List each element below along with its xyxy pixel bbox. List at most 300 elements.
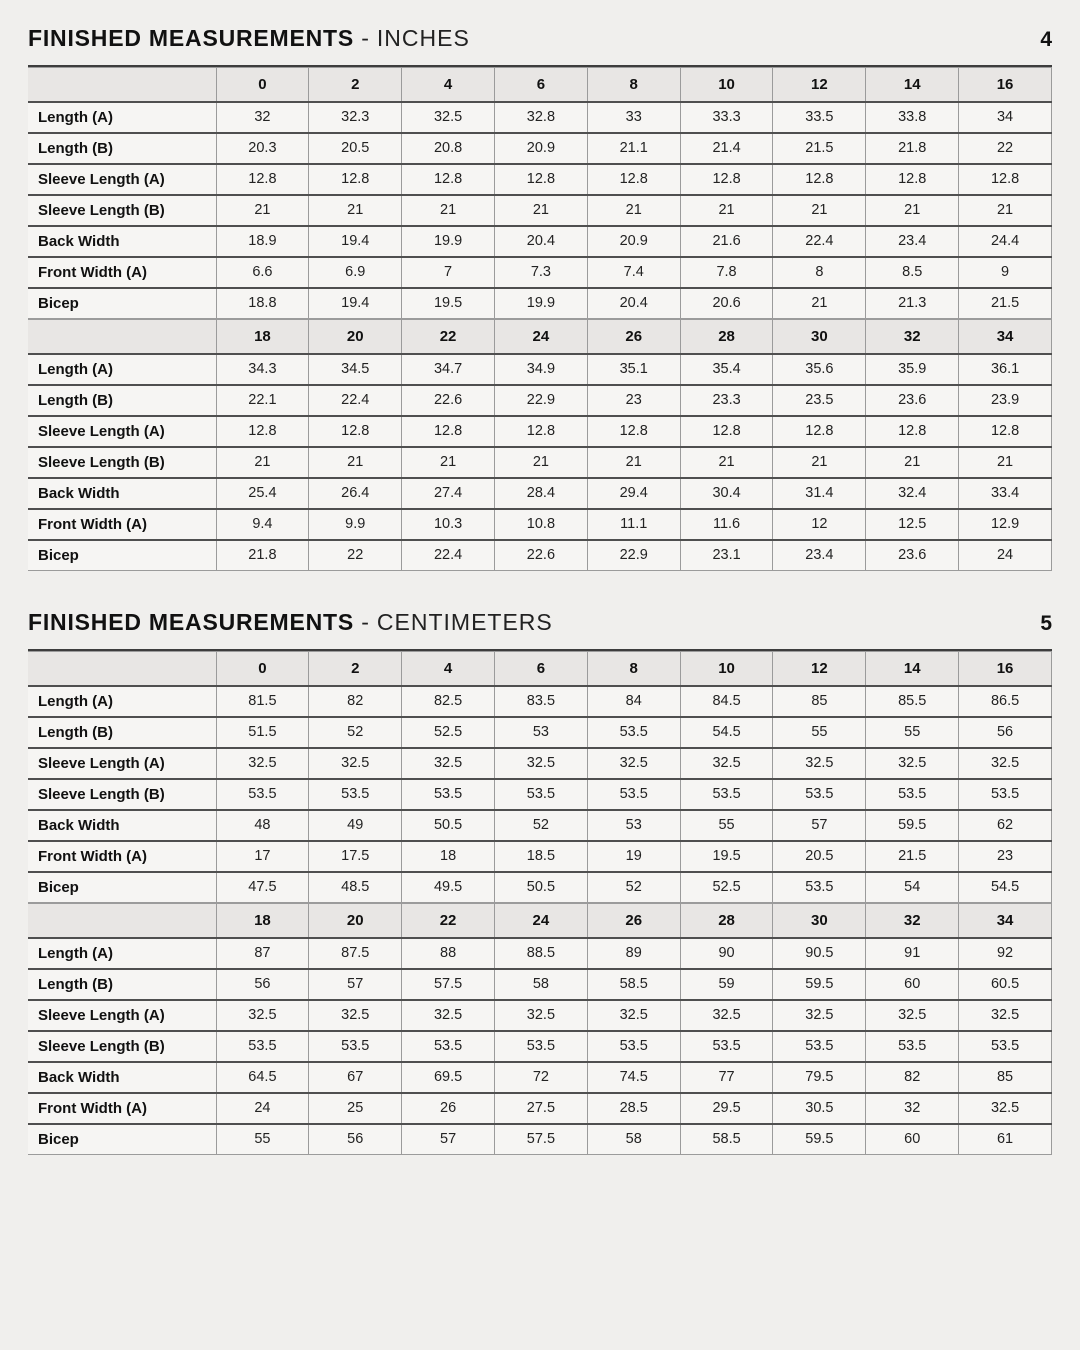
row-label: Bicep [38, 878, 79, 896]
value-cell: 32.5 [680, 748, 773, 779]
value-cell: 22 [309, 540, 402, 571]
value-cell: 87 [216, 938, 309, 969]
value-cell: 12.8 [309, 416, 402, 447]
row-label: Back Width [38, 816, 120, 834]
value-cell: 32.8 [494, 102, 587, 133]
value-cell: 57 [309, 969, 402, 1000]
table-row [28, 779, 1052, 810]
value-cell: 34.3 [216, 354, 309, 385]
value-cell: 22.9 [587, 540, 680, 571]
value-cell: 19.4 [309, 226, 402, 257]
value-cell: 26 [402, 1093, 495, 1124]
value-cell: 54.5 [680, 717, 773, 748]
row-label: Front Width (A) [38, 1099, 147, 1117]
value-cell: 53.5 [959, 779, 1052, 810]
value-cell: 89 [587, 938, 680, 969]
value-cell: 12.8 [402, 416, 495, 447]
table-slot-inches-18-34 [28, 319, 1052, 571]
row-label: Sleeve Length (B) [38, 785, 165, 803]
value-cell: 20.9 [494, 133, 587, 164]
value-cell: 17 [216, 841, 309, 872]
value-cell: 19.9 [402, 226, 495, 257]
size-header-cell: 26 [587, 904, 680, 938]
value-cell: 23.9 [959, 385, 1052, 416]
size-header-cell: 32 [866, 320, 959, 354]
value-cell: 79.5 [773, 1062, 866, 1093]
value-cell: 12.8 [680, 416, 773, 447]
value-cell: 12.8 [680, 164, 773, 195]
size-header-cell: 34 [959, 904, 1052, 938]
value-cell: 30.4 [680, 478, 773, 509]
value-cell: 53.5 [680, 779, 773, 810]
table-row [28, 164, 1052, 195]
value-cell: 32.5 [959, 748, 1052, 779]
value-cell: 32.5 [773, 1000, 866, 1031]
value-cell: 54 [866, 872, 959, 903]
value-cell: 53.5 [309, 1031, 402, 1062]
size-header-cell: 2 [309, 652, 402, 686]
corner-cell [28, 904, 216, 938]
section-inches [28, 25, 1052, 571]
value-cell: 6.9 [309, 257, 402, 288]
value-cell: 12.9 [959, 509, 1052, 540]
size-header-cell: 12 [773, 652, 866, 686]
value-cell: 56 [959, 717, 1052, 748]
value-cell: 32.3 [309, 102, 402, 133]
value-cell: 10.3 [402, 509, 495, 540]
value-cell: 60 [866, 969, 959, 1000]
value-cell: 33.5 [773, 102, 866, 133]
value-cell: 12.8 [959, 416, 1052, 447]
table-slot-inches-0-16 [28, 67, 1052, 319]
size-header-cell: 18 [216, 320, 309, 354]
value-cell: 18.8 [216, 288, 309, 319]
section-title [28, 25, 470, 52]
table-row [28, 748, 1052, 779]
size-header-cell: 4 [402, 68, 495, 102]
row-label: Sleeve Length (B) [38, 1037, 165, 1055]
value-cell: 34.5 [309, 354, 402, 385]
value-cell: 21.5 [773, 133, 866, 164]
table-row [28, 478, 1052, 509]
value-cell: 21.1 [587, 133, 680, 164]
row-label: Back Width [38, 484, 120, 502]
value-cell: 12.8 [773, 164, 866, 195]
value-cell: 21.6 [680, 226, 773, 257]
value-cell: 52.5 [402, 717, 495, 748]
value-cell: 21.8 [866, 133, 959, 164]
value-cell: 53.5 [402, 1031, 495, 1062]
size-header-cell: 18 [216, 904, 309, 938]
value-cell: 19.4 [309, 288, 402, 319]
corner-cell [28, 652, 216, 686]
table-row [28, 686, 1052, 717]
value-cell: 53.5 [773, 872, 866, 903]
size-header-row [28, 904, 1052, 938]
table-row [28, 1124, 1052, 1155]
value-cell: 31.4 [773, 478, 866, 509]
value-cell: 55 [866, 717, 959, 748]
value-cell: 53.5 [680, 1031, 773, 1062]
size-header-cell: 14 [866, 652, 959, 686]
size-header-cell: 2 [309, 68, 402, 102]
row-label: Front Width (A) [38, 263, 147, 281]
table-row [28, 509, 1052, 540]
row-label: Length (A) [38, 360, 113, 378]
value-cell: 52 [309, 717, 402, 748]
value-cell: 32.5 [309, 1000, 402, 1031]
table-row [28, 1000, 1052, 1031]
value-cell: 52 [587, 872, 680, 903]
value-cell: 12.8 [309, 164, 402, 195]
value-cell: 35.4 [680, 354, 773, 385]
value-cell: 69.5 [402, 1062, 495, 1093]
section-header [28, 609, 1052, 636]
value-cell: 23.3 [680, 385, 773, 416]
value-cell: 57 [402, 1124, 495, 1155]
value-cell: 21 [866, 447, 959, 478]
value-cell: 32.5 [959, 1093, 1052, 1124]
value-cell: 34.7 [402, 354, 495, 385]
size-header-cell: 16 [959, 68, 1052, 102]
value-cell: 53.5 [402, 779, 495, 810]
section-centimeters [28, 609, 1052, 1155]
table-row [28, 385, 1052, 416]
value-cell: 18 [402, 841, 495, 872]
value-cell: 8.5 [866, 257, 959, 288]
value-cell: 32.5 [216, 748, 309, 779]
size-header-cell: 6 [494, 68, 587, 102]
value-cell: 22.4 [773, 226, 866, 257]
size-header-row [28, 652, 1052, 686]
row-label: Length (A) [38, 944, 113, 962]
value-cell: 12.8 [866, 164, 959, 195]
value-cell: 23 [959, 841, 1052, 872]
value-cell: 19.5 [680, 841, 773, 872]
size-header-cell: 20 [309, 904, 402, 938]
value-cell: 27.4 [402, 478, 495, 509]
value-cell: 23 [587, 385, 680, 416]
value-cell: 24.4 [959, 226, 1052, 257]
value-cell: 8 [773, 257, 866, 288]
row-label: Length (B) [38, 723, 113, 741]
measurement-table [28, 319, 1052, 571]
value-cell: 53.5 [216, 1031, 309, 1062]
value-cell: 29.4 [587, 478, 680, 509]
section-title-separator: - [361, 25, 370, 51]
value-cell: 52.5 [680, 872, 773, 903]
value-cell: 84.5 [680, 686, 773, 717]
value-cell: 32.5 [773, 748, 866, 779]
value-cell: 22.1 [216, 385, 309, 416]
value-cell: 53.5 [866, 779, 959, 810]
value-cell: 74.5 [587, 1062, 680, 1093]
value-cell: 21 [959, 447, 1052, 478]
section-title-main: FINISHED MEASUREMENTS [28, 609, 355, 635]
value-cell: 60 [866, 1124, 959, 1155]
table-row [28, 354, 1052, 385]
table-slot-cm-18-34 [28, 903, 1052, 1155]
value-cell: 88 [402, 938, 495, 969]
value-cell: 32.5 [866, 748, 959, 779]
centimeters-tables [28, 651, 1052, 1155]
value-cell: 11.6 [680, 509, 773, 540]
value-cell: 21 [680, 195, 773, 226]
value-cell: 86.5 [959, 686, 1052, 717]
value-cell: 20.9 [587, 226, 680, 257]
table-row [28, 226, 1052, 257]
value-cell: 21 [959, 195, 1052, 226]
value-cell: 53.5 [587, 1031, 680, 1062]
table-row [28, 540, 1052, 571]
measurement-table [28, 67, 1052, 319]
value-cell: 58 [587, 1124, 680, 1155]
table-row [28, 133, 1052, 164]
value-cell: 21 [402, 447, 495, 478]
value-cell: 23.1 [680, 540, 773, 571]
measurement-table [28, 903, 1052, 1155]
corner-cell [28, 320, 216, 354]
value-cell: 59.5 [773, 969, 866, 1000]
table-slot-cm-0-16 [28, 651, 1052, 903]
row-label: Length (B) [38, 391, 113, 409]
table-row [28, 810, 1052, 841]
value-cell: 57.5 [402, 969, 495, 1000]
value-cell: 53.5 [587, 779, 680, 810]
value-cell: 12.8 [216, 164, 309, 195]
page-number: 5 [1040, 612, 1052, 635]
row-label: Sleeve Length (A) [38, 1006, 165, 1024]
value-cell: 32.5 [216, 1000, 309, 1031]
value-cell: 21.4 [680, 133, 773, 164]
value-cell: 35.6 [773, 354, 866, 385]
table-row [28, 938, 1052, 969]
size-header-cell: 34 [959, 320, 1052, 354]
value-cell: 53.5 [494, 779, 587, 810]
size-header-cell: 30 [773, 904, 866, 938]
value-cell: 27.5 [494, 1093, 587, 1124]
table-row [28, 257, 1052, 288]
value-cell: 22.4 [402, 540, 495, 571]
value-cell: 82 [866, 1062, 959, 1093]
size-header-cell: 22 [402, 904, 495, 938]
value-cell: 25.4 [216, 478, 309, 509]
value-cell: 85 [959, 1062, 1052, 1093]
value-cell: 23.5 [773, 385, 866, 416]
size-header-cell: 28 [680, 904, 773, 938]
value-cell: 90 [680, 938, 773, 969]
value-cell: 18.5 [494, 841, 587, 872]
row-label: Back Width [38, 1068, 120, 1086]
value-cell: 12.8 [587, 164, 680, 195]
size-header-row [28, 68, 1052, 102]
section-header [28, 25, 1052, 52]
value-cell: 7.8 [680, 257, 773, 288]
value-cell: 30.5 [773, 1093, 866, 1124]
value-cell: 9.4 [216, 509, 309, 540]
value-cell: 53.5 [866, 1031, 959, 1062]
table-row [28, 195, 1052, 226]
value-cell: 17.5 [309, 841, 402, 872]
value-cell: 35.1 [587, 354, 680, 385]
size-header-row [28, 320, 1052, 354]
size-header-cell: 10 [680, 652, 773, 686]
value-cell: 62 [959, 810, 1052, 841]
value-cell: 19.5 [402, 288, 495, 319]
value-cell: 81.5 [216, 686, 309, 717]
size-header-cell: 4 [402, 652, 495, 686]
size-header-cell: 10 [680, 68, 773, 102]
value-cell: 21 [680, 447, 773, 478]
section-title-main: FINISHED MEASUREMENTS [28, 25, 355, 51]
value-cell: 48.5 [309, 872, 402, 903]
value-cell: 88.5 [494, 938, 587, 969]
value-cell: 49.5 [402, 872, 495, 903]
value-cell: 47.5 [216, 872, 309, 903]
value-cell: 58 [494, 969, 587, 1000]
table-row [28, 102, 1052, 133]
value-cell: 20.4 [494, 226, 587, 257]
value-cell: 32.5 [494, 1000, 587, 1031]
value-cell: 21 [866, 195, 959, 226]
value-cell: 55 [773, 717, 866, 748]
value-cell: 32.5 [494, 748, 587, 779]
value-cell: 55 [680, 810, 773, 841]
value-cell: 92 [959, 938, 1052, 969]
size-header-cell: 16 [959, 652, 1052, 686]
value-cell: 21 [494, 447, 587, 478]
value-cell: 10.8 [494, 509, 587, 540]
value-cell: 32.5 [587, 748, 680, 779]
value-cell: 12.8 [494, 164, 587, 195]
row-label: Sleeve Length (A) [38, 170, 165, 188]
value-cell: 53 [494, 717, 587, 748]
value-cell: 82 [309, 686, 402, 717]
row-label: Length (B) [38, 139, 113, 157]
value-cell: 7.3 [494, 257, 587, 288]
value-cell: 12.8 [959, 164, 1052, 195]
value-cell: 20.4 [587, 288, 680, 319]
value-cell: 21.5 [959, 288, 1052, 319]
value-cell: 34.9 [494, 354, 587, 385]
value-cell: 12.8 [587, 416, 680, 447]
value-cell: 53.5 [587, 717, 680, 748]
value-cell: 53.5 [494, 1031, 587, 1062]
value-cell: 53 [587, 810, 680, 841]
value-cell: 50.5 [494, 872, 587, 903]
size-header-cell: 22 [402, 320, 495, 354]
value-cell: 28.5 [587, 1093, 680, 1124]
inches-tables [28, 67, 1052, 571]
value-cell: 23.4 [773, 540, 866, 571]
table-row [28, 841, 1052, 872]
value-cell: 21 [773, 288, 866, 319]
section-title-unit: CENTIMETERS [376, 609, 553, 635]
value-cell: 23.6 [866, 385, 959, 416]
value-cell: 21 [216, 195, 309, 226]
row-label: Sleeve Length (B) [38, 201, 165, 219]
value-cell: 21 [494, 195, 587, 226]
corner-cell [28, 68, 216, 102]
size-header-cell: 30 [773, 320, 866, 354]
page-number: 4 [1040, 28, 1052, 51]
size-header-cell: 24 [494, 320, 587, 354]
table-row [28, 416, 1052, 447]
value-cell: 64.5 [216, 1062, 309, 1093]
value-cell: 9.9 [309, 509, 402, 540]
value-cell: 58.5 [680, 1124, 773, 1155]
value-cell: 52 [494, 810, 587, 841]
value-cell: 6.6 [216, 257, 309, 288]
size-header-cell: 14 [866, 68, 959, 102]
value-cell: 50.5 [402, 810, 495, 841]
row-label: Sleeve Length (A) [38, 754, 165, 772]
value-cell: 87.5 [309, 938, 402, 969]
value-cell: 34 [959, 102, 1052, 133]
size-header-cell: 28 [680, 320, 773, 354]
row-label: Bicep [38, 546, 79, 564]
value-cell: 12.8 [494, 416, 587, 447]
value-cell: 32.4 [866, 478, 959, 509]
value-cell: 35.9 [866, 354, 959, 385]
value-cell: 32.5 [402, 1000, 495, 1031]
value-cell: 53.5 [773, 1031, 866, 1062]
value-cell: 24 [959, 540, 1052, 571]
value-cell: 83.5 [494, 686, 587, 717]
section-title [28, 609, 553, 636]
value-cell: 12.8 [216, 416, 309, 447]
row-label: Length (A) [38, 692, 113, 710]
value-cell: 54.5 [959, 872, 1052, 903]
value-cell: 32.5 [402, 102, 495, 133]
value-cell: 85.5 [866, 686, 959, 717]
value-cell: 33 [587, 102, 680, 133]
value-cell: 22 [959, 133, 1052, 164]
value-cell: 82.5 [402, 686, 495, 717]
value-cell: 32.5 [587, 1000, 680, 1031]
size-header-cell: 12 [773, 68, 866, 102]
value-cell: 21.8 [216, 540, 309, 571]
section-title-separator: - [361, 609, 370, 635]
value-cell: 32.5 [866, 1000, 959, 1031]
value-cell: 21 [587, 195, 680, 226]
size-header-cell: 8 [587, 652, 680, 686]
value-cell: 22.6 [402, 385, 495, 416]
value-cell: 20.5 [309, 133, 402, 164]
value-cell: 53.5 [773, 779, 866, 810]
size-header-cell: 24 [494, 904, 587, 938]
value-cell: 55 [216, 1124, 309, 1155]
value-cell: 25 [309, 1093, 402, 1124]
value-cell: 7.4 [587, 257, 680, 288]
value-cell: 12.8 [773, 416, 866, 447]
value-cell: 19 [587, 841, 680, 872]
row-label: Front Width (A) [38, 847, 147, 865]
value-cell: 32.5 [680, 1000, 773, 1031]
row-label: Sleeve Length (B) [38, 453, 165, 471]
row-label: Bicep [38, 1130, 79, 1148]
value-cell: 29.5 [680, 1093, 773, 1124]
value-cell: 48 [216, 810, 309, 841]
value-cell: 24 [216, 1093, 309, 1124]
value-cell: 21 [587, 447, 680, 478]
value-cell: 61 [959, 1124, 1052, 1155]
value-cell: 85 [773, 686, 866, 717]
section-title-unit: INCHES [376, 25, 470, 51]
table-row [28, 1031, 1052, 1062]
value-cell: 21 [309, 447, 402, 478]
table-row [28, 969, 1052, 1000]
